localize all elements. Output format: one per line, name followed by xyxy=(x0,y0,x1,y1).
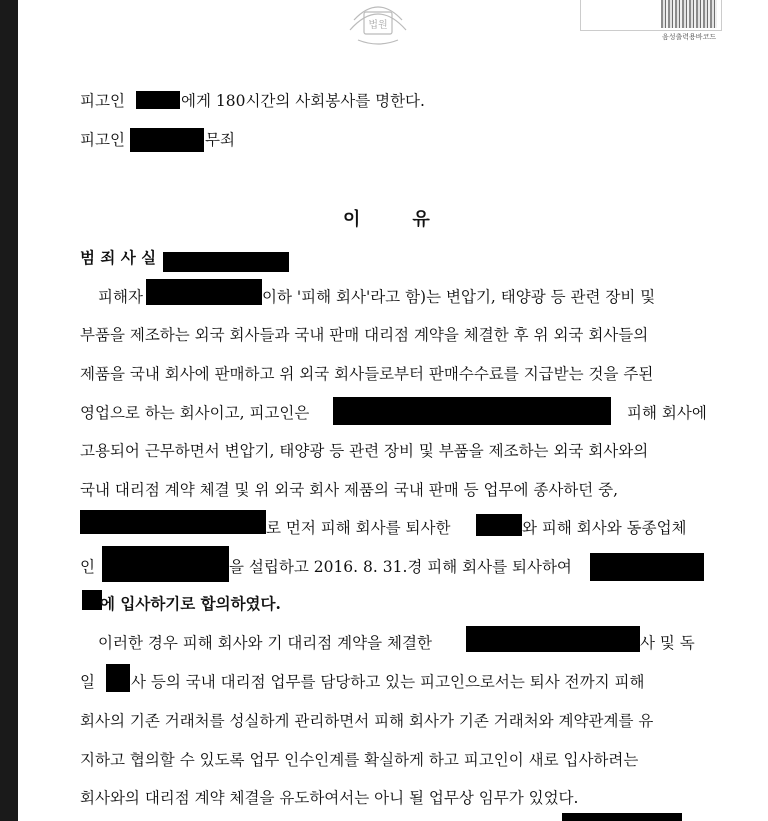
body-line: 회사와의 대리점 계약 체결을 유도하여서는 아니 될 업무상 임무가 있었다. xyxy=(80,789,579,807)
body-line: 고용되어 근무하면서 변압기, 태양광 등 관련 장비 및 부품을 제조하는 외국 회사와의 xyxy=(80,442,649,460)
body-line: 회사의 기존 거래처를 성실하게 관리하면서 피해 회사가 기존 거래처와 계약관계를 유 xyxy=(80,712,654,730)
body-line: 사 및 독 xyxy=(640,634,695,652)
redaction xyxy=(163,252,289,272)
body-line: 영업으로 하는 회사이고, 피고인은 xyxy=(80,404,310,422)
body-line: 국내 대리점 계약 체결 및 위 외국 회사 제품의 국내 판매 등 업무에 종사하던 중, xyxy=(80,481,619,499)
redaction xyxy=(106,664,130,692)
body-line: 사 등의 국내 대리점 업무를 담당하고 있는 피고인으로서는 퇴사 전까지 피해 xyxy=(131,673,645,691)
redaction xyxy=(102,546,229,582)
redaction xyxy=(590,553,704,581)
body-line: 로 먼저 피해 회사를 퇴사한 xyxy=(266,519,451,537)
verdict-line-2: 피고인 xyxy=(80,131,125,149)
redaction xyxy=(562,813,682,821)
redaction xyxy=(82,590,102,610)
redaction xyxy=(146,279,262,305)
barcode-caption: 음성출력용바코드 xyxy=(662,33,717,41)
redaction xyxy=(333,397,611,425)
body-line: 이하 '피해 회사'라고 함)는 변압기, 태양광 등 관련 장비 및 xyxy=(262,288,656,306)
body-line: 을 설립하고 2016. 8. 31.경 피해 회사를 퇴사하여 xyxy=(229,558,572,576)
body-line: 피해 회사에 xyxy=(627,404,707,422)
verdict-text: 피고인 xyxy=(80,92,125,110)
barcode-box xyxy=(580,0,722,31)
verdict-line-1-suffix: 에게 180시간의 사회봉사를 명한다. xyxy=(181,92,425,110)
body-line: 피해자 xyxy=(98,288,143,306)
body-line: 에 입사하기로 합의하였다. xyxy=(100,594,281,613)
scan-edge xyxy=(0,0,18,821)
redaction xyxy=(466,626,640,652)
redaction xyxy=(80,510,266,534)
verdict-line-1 xyxy=(80,91,125,111)
section-heading xyxy=(343,205,430,231)
body-line: 일 xyxy=(80,673,95,691)
heading-char: 이 xyxy=(343,209,361,230)
barcode-icon xyxy=(661,0,717,28)
heading-char: 유 xyxy=(412,209,430,230)
verdict-line-2-suffix: 무죄 xyxy=(205,131,235,149)
body-line: 이러한 경우 피해 회사와 기 대리점 계약을 체결한 xyxy=(98,634,432,652)
body-line: 제품을 국내 회사에 판매하고 위 외국 회사들로부터 판매수수료를 지급받는 것을 주된 xyxy=(80,365,654,383)
subheading: 범 죄 사 실 xyxy=(80,248,157,267)
redaction xyxy=(136,91,180,109)
redaction xyxy=(476,514,522,536)
svg-text:법원: 법원 xyxy=(368,20,388,31)
body-line: 인 xyxy=(80,558,95,576)
body-line: 부품을 제조하는 외국 회사들과 국내 판매 대리점 계약을 체결한 후 위 외국 회사들의 xyxy=(80,326,649,344)
body-line: 지하고 협의할 수 있도록 업무 인수인계를 확실하게 하고 피고인이 새로 입사하려는 xyxy=(80,751,639,769)
redaction xyxy=(130,128,204,152)
court-seal-icon xyxy=(346,0,410,46)
body-line: 와 피해 회사와 동종업체 xyxy=(522,519,687,537)
